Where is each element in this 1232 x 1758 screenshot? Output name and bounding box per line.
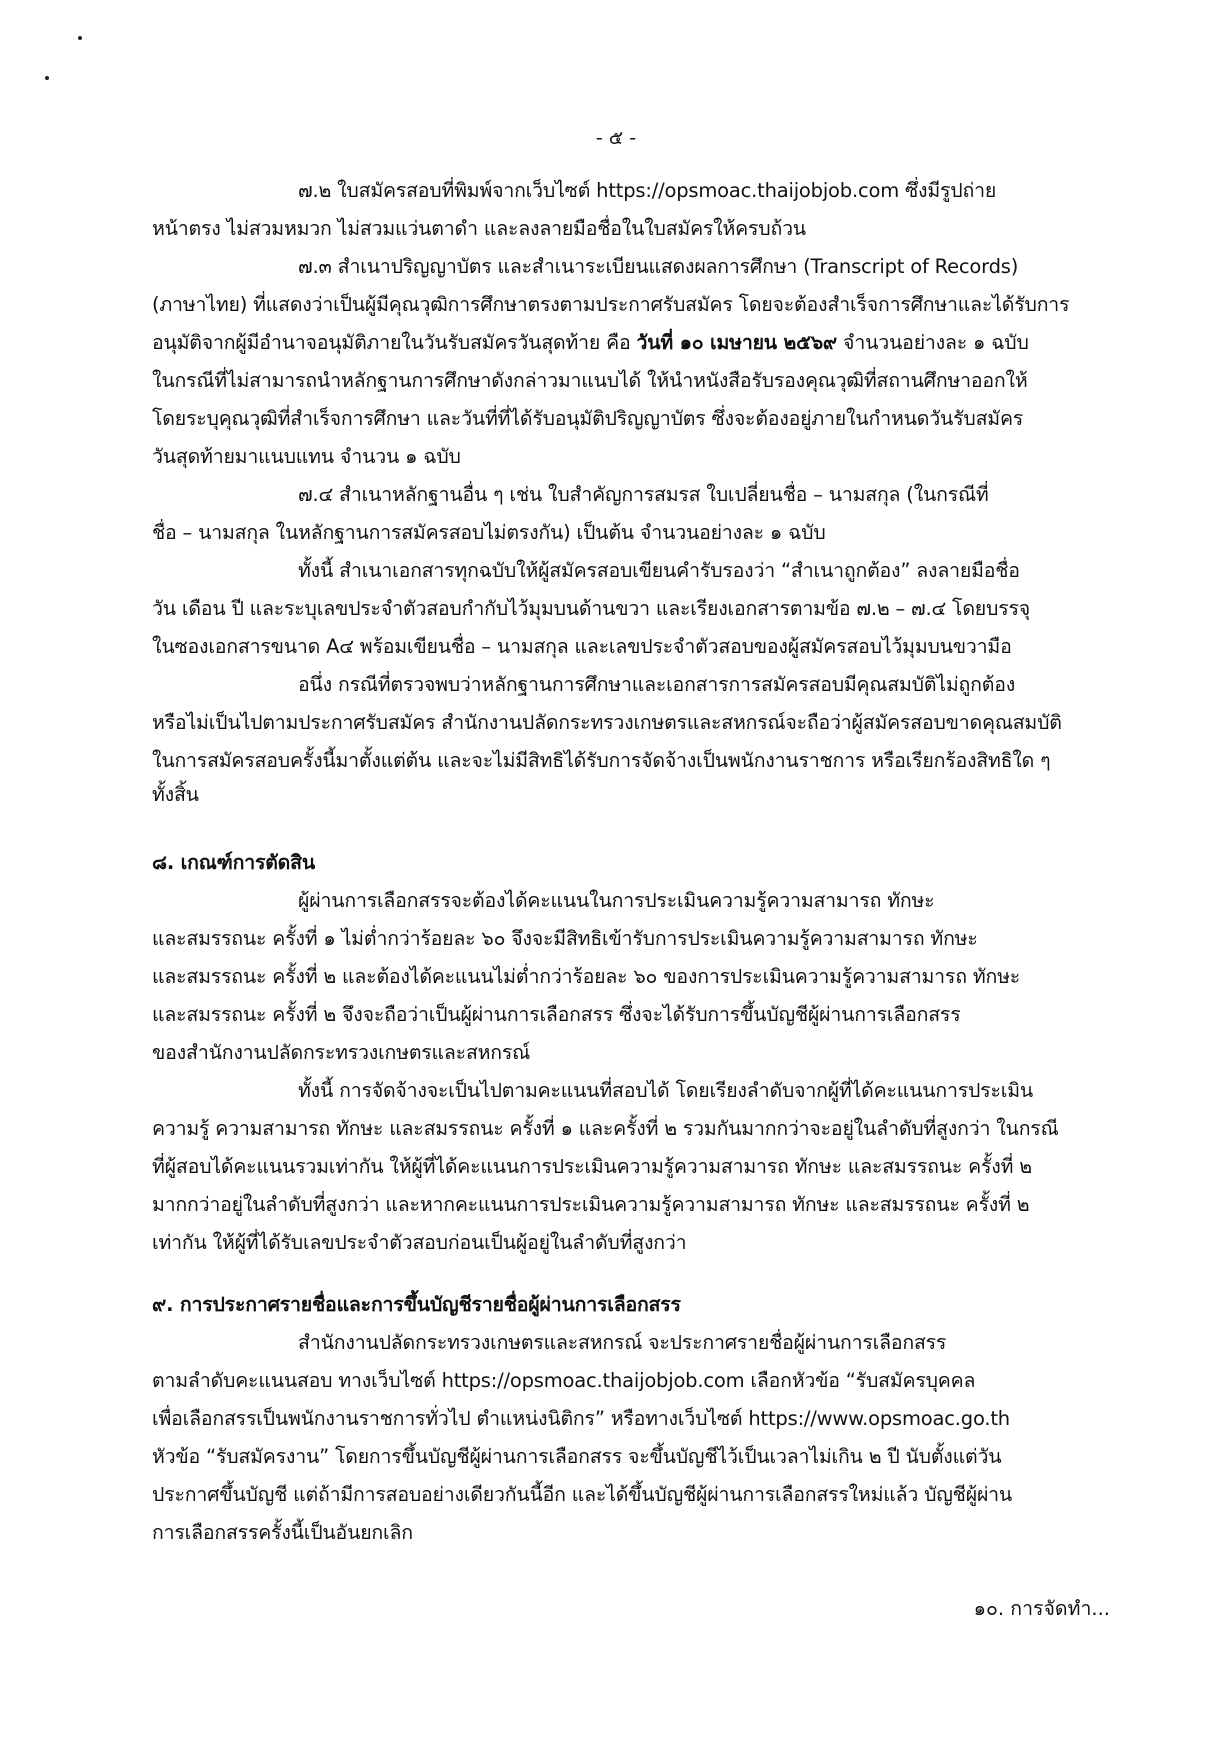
- text-line: อนึ่ง กรณีที่ตรวจพบว่าหลักฐานการศึกษาและเอกสารการสมัครสอบมีคุณสมบัติไม่ถูกต้อง: [298, 673, 1016, 696]
- text-line: หัวข้อ “รับสมัครงาน” โดยการขึ้นบัญชีผู้ผ่านการเลือกสรร จะขึ้นบัญชีไว้เป็นเวลาไม่เกิน ๒ ปี นับตั้งแต่วัน: [152, 1445, 1002, 1468]
- text-line: หน้าตรง ไม่สวมหมวก ไม่สวมแว่นตาดำ และลงลายมือชื่อในใบสมัครให้ครบถ้วน: [152, 217, 806, 240]
- text-span: อนุมัติจากผู้มีอำนาจอนุมัติภายในวันรับสมัครวันสุดท้าย คือ: [152, 331, 631, 354]
- text-line: ในการสมัครสอบครั้งนี้มาตั้งแต่ต้น และจะไม่มีสิทธิได้รับการจัดจ้างเป็นพนักงานราชการ หรือเรียกร้องสิทธิใด ๆ: [152, 749, 1051, 772]
- text-line: โดยระบุคุณวุฒิที่สำเร็จการศึกษา และวันที่ที่ได้รับอนุมัติปริญญาบัตร ซึ่งจะต้องอยู่ภายในกำหนดวันรับสมัคร: [152, 407, 1024, 430]
- text-line: ผู้ผ่านการเลือกสรรจะต้องได้คะแนนในการประเมินความรู้ความสามารถ ทักษะ: [298, 889, 935, 912]
- text-line: ในกรณีที่ไม่สามารถนำหลักฐานการศึกษาดังกล่าวมาแนบได้ ให้นำหนังสือรับรองคุณวุฒิที่สถานศึกษาออกให้: [152, 369, 1028, 392]
- text-line: ประกาศขึ้นบัญชี แต่ถ้ามีการสอบอย่างเดียวกันนี้อีก และได้ขึ้นบัญชีผู้ผ่านการเลือกสรรใหม่แล้ว บัญชีผู้ผ่าน: [152, 1483, 1013, 1506]
- text-line: ทั้งนี้ สำเนาเอกสารทุกฉบับให้ผู้สมัครสอบเขียนคำรับรองว่า “สำเนาถูกต้อง” ลงลายมือชื่อ: [298, 559, 1020, 582]
- text-line: และสมรรถนะ ครั้งที่ ๒ จึงจะถือว่าเป็นผู้ผ่านการเลือกสรร ซึ่งจะได้รับการขึ้นบัญชีผู้ผ่านการเลือกสรร: [152, 1003, 961, 1026]
- text-line: สำนักงานปลัดกระทรวงเกษตรและสหกรณ์ จะประกาศรายชื่อผู้ผ่านการเลือกสรร: [298, 1331, 947, 1354]
- continuation-footer: ๑๐. การจัดทำ...: [973, 1597, 1110, 1620]
- text-span: จำนวนอย่างละ ๑ ฉบับ: [843, 331, 1029, 354]
- text-line: ชื่อ – นามสกุล ในหลักฐานการสมัครสอบไม่ตรงกัน) เป็นต้น จำนวนอย่างละ ๑ ฉบับ: [152, 521, 826, 544]
- text-line: หรือไม่เป็นไปตามประกาศรับสมัคร สำนักงานปลัดกระทรวงเกษตรและสหกรณ์จะถือว่าผู้สมัครสอบขาดคุณสมบัติ: [152, 711, 1062, 734]
- text-line: ของสำนักงานปลัดกระทรวงเกษตรและสหกรณ์: [152, 1041, 531, 1064]
- text-line: ทั้งสิ้น: [152, 783, 199, 806]
- section-heading: ๙. การประกาศรายชื่อและการขึ้นบัญชีรายชื่อผู้ผ่านการเลือกสรร: [152, 1293, 681, 1316]
- text-line: เท่ากัน ให้ผู้ที่ได้รับเลขประจำตัวสอบก่อนเป็นผู้อยู่ในลำดับที่สูงกว่า: [152, 1231, 687, 1254]
- text-line: ๗.๔ สำเนาหลักฐานอื่น ๆ เช่น ใบสำคัญการสมรส ใบเปลี่ยนชื่อ – นามสกุล (ในกรณีที่: [298, 483, 989, 506]
- text-line: ที่ผู้สอบได้คะแนนรวมเท่ากัน ให้ผู้ที่ได้คะแนนการประเมินความรู้ความสามารถ ทักษะ และสมรรถนะ ครั้งที่ ๒: [152, 1155, 1032, 1178]
- text-line: การเลือกสรรครั้งนี้เป็นอันยกเลิก: [152, 1521, 413, 1544]
- text-line: [152, 328, 1029, 358]
- section-heading: ๘. เกณฑ์การตัดสิน: [152, 851, 315, 874]
- text-line: และสมรรถนะ ครั้งที่ ๒ และต้องได้คะแนนไม่ต่ำกว่าร้อยละ ๖๐ ของการประเมินความรู้ความสามารถ ทักษะ: [152, 965, 1021, 988]
- page-number: - ๕ -: [595, 127, 637, 149]
- text-line: ๗.๒ ใบสมัครสอบที่พิมพ์จากเว็บไซต์ https://opsmoac.thaijobjob.com ซึ่งมีรูปถ่าย: [298, 179, 997, 202]
- text-line: วันสุดท้ายมาแนบแทน จำนวน ๑ ฉบับ: [152, 445, 461, 468]
- text-line: ในซองเอกสารขนาด A๔ พร้อมเขียนชื่อ – นามสกุล และเลขประจำตัวสอบของผู้สมัครสอบไว้มุมบนขวามือ: [152, 635, 1012, 658]
- text-line: ความรู้ ความสามารถ ทักษะ และสมรรถนะ ครั้งที่ ๑ และครั้งที่ ๒ รวมกันมากกว่าจะอยู่ในลำดับที่สูงกว่า ในกรณี: [152, 1117, 1059, 1140]
- text-line: ๗.๓ สำเนาปริญญาบัตร และสำเนาระเบียนแสดงผลการศึกษา (Transcript of Records): [298, 255, 1019, 278]
- text-line: วัน เดือน ปี และระบุเลขประจำตัวสอบกำกับไว้มุมบนด้านขวา และเรียงเอกสารตามข้อ ๗.๒ – ๗.๔ โดยบรรจุ: [152, 597, 1030, 620]
- text-line: และสมรรถนะ ครั้งที่ ๑ ไม่ต่ำกว่าร้อยละ ๖๐ จึงจะมีสิทธิเข้ารับการประเมินความรู้ความสามารถ ทักษะ: [152, 927, 978, 950]
- text-line: มากกว่าอยู่ในลำดับที่สูงกว่า และหากคะแนนการประเมินความรู้ความสามารถ ทักษะ และสมรรถนะ ครั้งที่ ๒: [152, 1193, 1030, 1216]
- deadline-date: วันที่ ๑๐ เมษายน ๒๕๖๙: [636, 331, 837, 354]
- text-line: (ภาษาไทย) ที่แสดงว่าเป็นผู้มีคุณวุฒิการศึกษาตรงตามประกาศรับสมัคร โดยจะต้องสำเร็จการศึกษาและได้รับการ: [152, 293, 1070, 316]
- scan-speck: [78, 36, 82, 40]
- text-line: เพื่อเลือกสรรเป็นพนักงานราชการทั่วไป ตำแหน่งนิติกร” หรือทางเว็บไซต์ https://www.opsmoac.go.th: [152, 1407, 1010, 1430]
- scan-speck: [45, 76, 49, 80]
- text-line: ตามลำดับคะแนนสอบ ทางเว็บไซต์ https://opsmoac.thaijobjob.com เลือกหัวข้อ “รับสมัครบุคคล: [152, 1369, 976, 1392]
- text-line: ทั้งนี้ การจัดจ้างจะเป็นไปตามคะแนนที่สอบได้ โดยเรียงลำดับจากผู้ที่ได้คะแนนการประเมิน: [298, 1079, 1033, 1102]
